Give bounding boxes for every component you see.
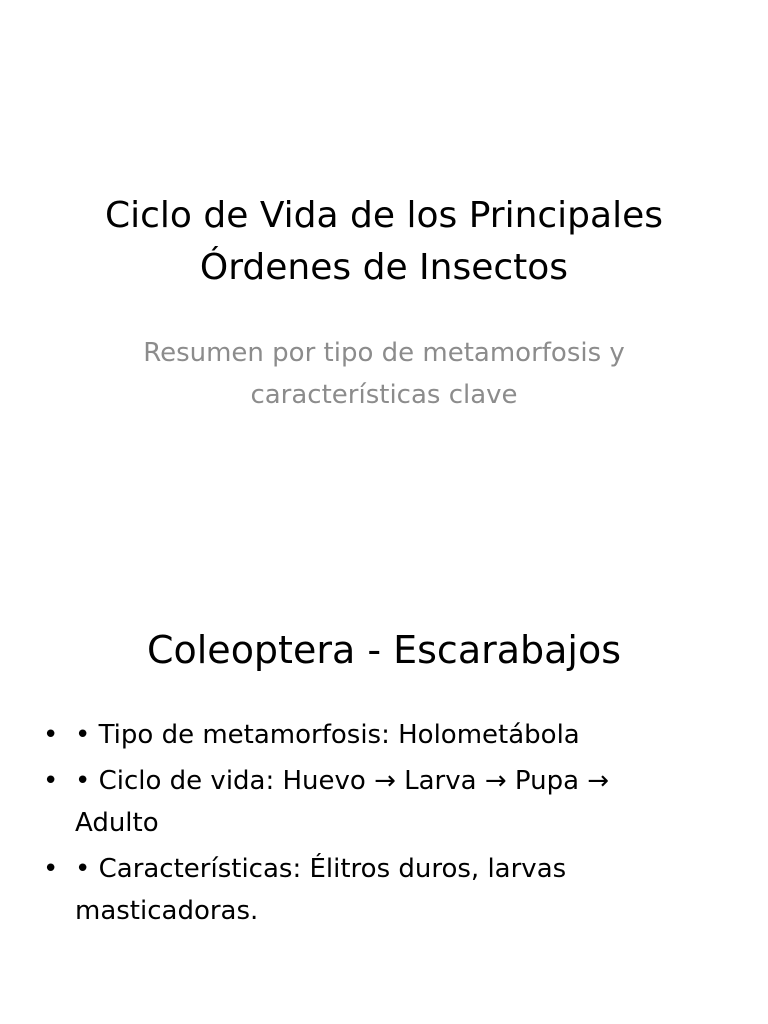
bullet-item-metamorphosis — [40, 714, 700, 756]
bullet-text: • Tipo de metamorfosis: Holometábola — [75, 720, 580, 750]
bullet-text: • Características: Élitros duros, larvas masticadoras. — [75, 854, 567, 926]
bullet-marker: • — [43, 766, 59, 796]
bullet-item-life-cycle — [40, 760, 700, 844]
title-block — [40, 190, 728, 294]
bullet-marker: • — [43, 854, 59, 884]
slide-subtitle-line-1: Resumen por tipo de metamorfosis y — [143, 338, 625, 368]
bullet-item-characteristics — [40, 848, 700, 932]
slide-subtitle — [60, 332, 708, 416]
content-slide-coleoptera — [0, 512, 768, 1024]
slide-subtitle-line-2: características clave — [250, 380, 518, 410]
bullet-list — [40, 714, 700, 936]
slide-title-line-2: Órdenes de Insectos — [199, 247, 569, 288]
slide-heading: Coleoptera - Escarabajos — [146, 628, 622, 672]
bullet-marker: • — [43, 720, 59, 750]
bullet-text: • Ciclo de vida: Huevo → Larva → Pupa → Adulto — [75, 766, 610, 838]
slide-title — [40, 190, 728, 294]
slide-title-line-1: Ciclo de Vida de los Principales — [104, 195, 664, 236]
